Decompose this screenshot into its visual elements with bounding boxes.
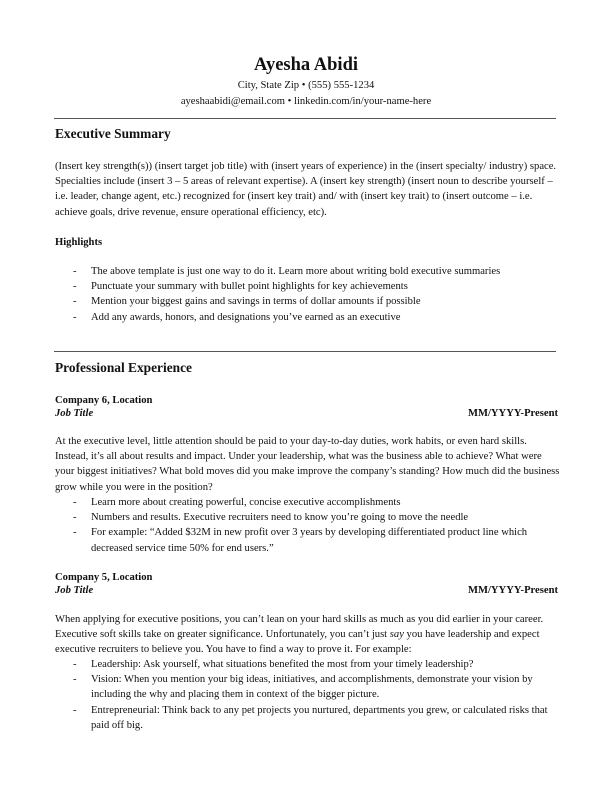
- bullet-dash: -: [73, 296, 77, 308]
- highlight-text: The above template is just one way to do it. Learn more about writing bold executive summaries: [91, 266, 501, 277]
- job-bullet-text: For example: “Added $32M in new profit over 3 years by developing differentiated product line which decreased service time 50% for end users.”: [91, 527, 528, 554]
- list-item: [55, 525, 560, 555]
- paragraph-text-start: When applying for executive positions, you can’t lean on your hard skills as much as you did earlier in your career. Executive soft skills take on greater significance. Unfortunately, you can’t just: [55, 614, 544, 641]
- company-name: Company 6, Location: [55, 395, 153, 406]
- job-title-row: [55, 407, 558, 420]
- bullet-dash: -: [73, 512, 77, 524]
- executive-summary-paragraph: (Insert key strength(s)) (insert target job title) with (insert years of experience) in the (insert specialty/ industry) space. Specialties include (insert 3 – 5 areas of relevant expertise). A (insert key strength) (insert noun to describe yourself – i.e. leader, change agent, etc.) recognized for (insert key trait) and/ with (insert key trait) to (insert outcome – i.e. achieve goals, drive revenue, ensure operational efficiency, etc).: [55, 161, 557, 218]
- bullet-dash: -: [73, 659, 77, 670]
- list-item: [55, 657, 560, 672]
- bullet-dash: -: [73, 527, 77, 539]
- list-item: [55, 279, 560, 294]
- bullet-dash: -: [73, 266, 77, 277]
- executive-summary-heading: Executive Summary: [55, 126, 171, 141]
- highlights-list: [55, 264, 560, 325]
- list-item: [55, 310, 560, 325]
- job-title-row: [55, 584, 558, 597]
- bullet-dash: -: [73, 674, 77, 686]
- list-item: [55, 264, 560, 279]
- professional-experience-heading: Professional Experience: [55, 360, 192, 375]
- highlight-text: Mention your biggest gains and savings in terms of dollar amounts if possible: [91, 296, 421, 308]
- list-item: [55, 495, 560, 510]
- section-divider: [54, 118, 556, 119]
- bullet-dash: -: [73, 497, 77, 508]
- paragraph-text-end: you have leadership and expect executive recruiters to believe you. You have to find a way to prove it. For example:: [55, 629, 540, 656]
- job-title: Job Title: [55, 408, 94, 419]
- highlights-heading: Highlights: [55, 237, 103, 248]
- job-bullets-list: [55, 657, 560, 733]
- company-name: Company 5, Location: [55, 572, 153, 583]
- list-item: [55, 510, 560, 525]
- section-divider: [54, 351, 556, 352]
- bullet-dash: -: [73, 704, 77, 716]
- job-bullet-text: Vision: When you mention your big ideas, initiatives, and accomplishments, demonstrate your vision by including the why and placing them in context of the bigger picture.: [91, 674, 533, 701]
- highlight-text: Add any awards, honors, and designations you’ve earned as an executive: [91, 311, 401, 323]
- contact-line-email-linkedin: ayeshaabidi@email.com • linkedin.com/in/your-name-here: [180, 96, 432, 107]
- job-dates: MM/YYYY-Present: [467, 408, 558, 419]
- job-title: Job Title: [55, 585, 94, 596]
- bullet-dash: -: [73, 311, 77, 323]
- job-bullet-text: Learn more about creating powerful, concise executive accomplishments: [91, 497, 401, 508]
- highlight-text: Punctuate your summary with bullet point highlights for key achievements: [91, 281, 408, 293]
- list-item: [55, 672, 560, 702]
- candidate-name: Ayesha Abidi: [253, 55, 358, 75]
- list-item: [55, 703, 560, 733]
- job-bullet-text: Numbers and results. Executive recruiters need to know you’re going to move the needle: [91, 512, 469, 524]
- job-description-paragraph: At the executive level, little attention should be paid to your day-to-day duties, work habits, or even hard skills. Instead, it’s all about results and impact. Under your leadership, what was the business able to achieve? What were your biggest initiatives? What bold moves did you make improve the company’s standing? How much did the business grow while you were in the position?: [55, 436, 560, 493]
- contact-line-location-phone: City, State Zip • (555) 555-1234: [237, 80, 375, 91]
- job-bullets-list: [55, 495, 560, 556]
- job-dates: MM/YYYY-Present: [467, 585, 558, 596]
- job-bullet-text: Leadership: Ask yourself, what situations benefited the most from your timely leadership?: [91, 659, 474, 670]
- job-bullet-text: Entrepreneurial: Think back to any pet projects you nurtured, departments you grew, or calculated risks that paid off big.: [91, 704, 548, 731]
- paragraph-emphasis: say: [389, 629, 404, 641]
- list-item: [55, 294, 560, 309]
- job-description-paragraph: [55, 612, 560, 658]
- bullet-dash: -: [73, 281, 77, 293]
